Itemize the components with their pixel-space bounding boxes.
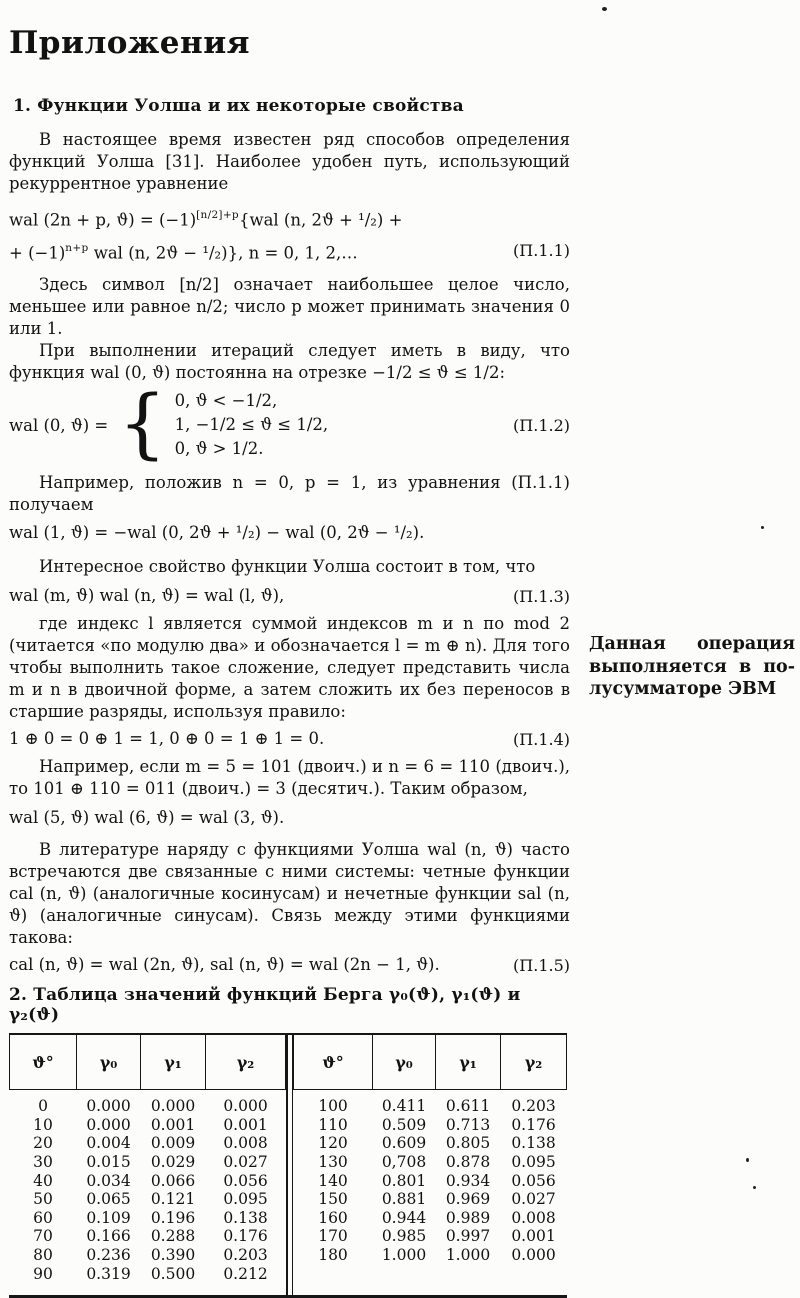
table-cell: 110 bbox=[318, 1115, 348, 1134]
table-cell: 0.969 bbox=[445, 1190, 491, 1209]
table-cell: 0.509 bbox=[381, 1115, 427, 1134]
formula-p15-label: (П.1.5) bbox=[513, 955, 570, 975]
formula-p15 bbox=[9, 951, 570, 979]
table-cell: 60 bbox=[33, 1208, 53, 1227]
table-cell: 0.390 bbox=[150, 1246, 196, 1265]
table-row bbox=[294, 1209, 567, 1228]
formula-p13-body: wal (m, ϑ) wal (n, ϑ) = wal (l, ϑ), bbox=[9, 586, 285, 605]
formula-p14-label: (П.1.4) bbox=[513, 729, 570, 749]
scan-speck bbox=[753, 1186, 756, 1189]
table-cell: 0.713 bbox=[445, 1115, 491, 1134]
formula-p11 bbox=[9, 202, 570, 267]
table-cell: 0.056 bbox=[511, 1171, 556, 1190]
formula-p11-line1: wal (2n + p, $ϑ) = (-1)^{[n/2]+p}\{wal$ (n, 2ϑ + ¹/₂) + bbox=[9, 209, 403, 230]
table-cell: 0.001 bbox=[150, 1115, 196, 1134]
formula-wal5: wal (5, ϑ) wal (6, ϑ) = wal (3, ϑ). bbox=[9, 808, 285, 827]
table-cell: 0.109 bbox=[86, 1208, 131, 1227]
table-cell: 0.166 bbox=[86, 1227, 131, 1246]
table-cell: 0.004 bbox=[86, 1134, 131, 1153]
main-text-column bbox=[9, 0, 570, 1298]
table-cell: 0.138 bbox=[511, 1134, 556, 1153]
table-cell: 1.000 bbox=[381, 1246, 427, 1265]
column-header-gamma2: γ₂ bbox=[501, 1035, 567, 1090]
table-cell: 0.029 bbox=[150, 1153, 196, 1172]
table-cell: 0.009 bbox=[150, 1134, 196, 1153]
table-cell: 0.609 bbox=[381, 1134, 427, 1153]
table-row bbox=[10, 1153, 286, 1172]
table-cell: 0.015 bbox=[86, 1153, 131, 1172]
table-cell: 0.027 bbox=[223, 1153, 268, 1172]
column-header-gamma1: γ₁ bbox=[436, 1035, 501, 1090]
table-cell: 0.027 bbox=[511, 1190, 556, 1209]
table-row bbox=[294, 1246, 567, 1277]
table-cell: 170 bbox=[318, 1227, 348, 1246]
paragraph-example-n0p1: Например, положив n = 0, p = 1, из уравнения (П.1.1) получаем bbox=[9, 473, 570, 514]
table-cell: 70 bbox=[33, 1227, 53, 1246]
table-cell: 140 bbox=[318, 1171, 348, 1190]
table-row bbox=[294, 1116, 567, 1135]
table-row bbox=[10, 1090, 286, 1116]
table-row bbox=[294, 1153, 567, 1172]
table-row bbox=[294, 1190, 567, 1209]
column-header-theta: ϑ° bbox=[10, 1035, 77, 1090]
table-cell: 0.121 bbox=[150, 1190, 196, 1209]
table-cell: 0.066 bbox=[150, 1171, 196, 1190]
table-cell: 0.944 bbox=[381, 1208, 427, 1227]
table-cell: 0.805 bbox=[445, 1134, 491, 1153]
table-row bbox=[10, 1171, 286, 1190]
table-cell: 0.176 bbox=[223, 1227, 268, 1246]
table-cell: 0.985 bbox=[381, 1227, 427, 1246]
table-cell: 40 bbox=[33, 1171, 53, 1190]
table-cell: 0.203 bbox=[223, 1246, 268, 1265]
table-cell: 30 bbox=[33, 1153, 53, 1172]
table-row bbox=[294, 1134, 567, 1153]
table-cell: 0.881 bbox=[381, 1190, 427, 1209]
column-header-theta: ϑ° bbox=[294, 1035, 373, 1090]
table-cell: 0.000 bbox=[86, 1097, 131, 1116]
column-header-gamma1: γ₁ bbox=[141, 1035, 206, 1090]
table-cell: 0.000 bbox=[86, 1115, 131, 1134]
table-cell: 20 bbox=[33, 1134, 53, 1153]
case-line: 0, ϑ < −1/2, bbox=[174, 391, 278, 410]
table-row bbox=[10, 1209, 286, 1228]
table-cell: 0.500 bbox=[150, 1264, 196, 1283]
curly-brace-glyph: { bbox=[118, 378, 167, 467]
table-cell: 0.288 bbox=[150, 1227, 196, 1246]
formula-p14 bbox=[9, 725, 570, 753]
table-cell: 0.001 bbox=[223, 1115, 268, 1134]
table-cell: 100 bbox=[318, 1097, 348, 1116]
section-1-heading: 1. Функции Уолша и их некоторые свойства bbox=[13, 96, 464, 116]
table-cell: 0.934 bbox=[445, 1171, 491, 1190]
table-cell: 1.000 bbox=[445, 1246, 491, 1265]
table-cell: 0.801 bbox=[381, 1171, 427, 1190]
table-cell: 0.319 bbox=[86, 1264, 131, 1283]
table-cell: 0.176 bbox=[511, 1115, 556, 1134]
table-cell: 90 bbox=[33, 1264, 53, 1283]
table-cell: 0.034 bbox=[86, 1171, 131, 1190]
table-cell: 0.008 bbox=[511, 1208, 556, 1227]
table-cell: 0.878 bbox=[445, 1153, 491, 1172]
table-cell: 0.611 bbox=[445, 1097, 491, 1116]
table-cell: 160 bbox=[318, 1208, 348, 1227]
formula-p13-label: (П.1.3) bbox=[513, 586, 570, 606]
table-cell: 0.095 bbox=[223, 1190, 268, 1209]
table-center-double-rule bbox=[286, 1035, 293, 1295]
paragraph-example-m5n6: Например, если m = 5 = 101 (двоич.) и n = 6 = 110 (двоич.), то 101 ⊕ 110 = 011 (двоич.) = 3 (десятич.). Таким образом, bbox=[9, 757, 570, 798]
table-cell: 0.203 bbox=[511, 1097, 556, 1116]
table-cell: 180 bbox=[318, 1246, 348, 1265]
table-cell: 0.000 bbox=[511, 1246, 556, 1265]
table-cell: 0.138 bbox=[223, 1208, 268, 1227]
table-row bbox=[294, 1227, 567, 1246]
table-row bbox=[294, 1171, 567, 1190]
berg-table-left-half bbox=[9, 1035, 286, 1295]
column-header-gamma0: γ₀ bbox=[373, 1035, 436, 1090]
table-row bbox=[10, 1116, 286, 1135]
paragraph-cal-sal: В литературе наряду с функциями Уолша wal (n, ϑ) часто встречаются две связанные с ними системы: четные функции cal (n, ϑ) (аналогичные косинусам) и нечетные функции sal (n, ϑ) (аналогичные синусам). Связь между этими функциями такова: bbox=[9, 840, 570, 947]
table-cell: 0,708 bbox=[381, 1153, 427, 1172]
table-cell: 0.196 bbox=[150, 1208, 196, 1227]
formula-p14-body: 1 ⊕ 0 = 0 ⊕ 1 = 1, 0 ⊕ 0 = 1 ⊕ 1 = 0. bbox=[9, 729, 325, 748]
table-cell: 10 bbox=[33, 1115, 53, 1134]
berg-values-table bbox=[9, 1033, 567, 1298]
formula-p12-cases bbox=[175, 389, 329, 461]
table-cell: 0.008 bbox=[223, 1134, 268, 1153]
paragraph-property: Интересное свойство функции Уолша состоит в том, что bbox=[39, 557, 536, 576]
table-cell: 0.997 bbox=[445, 1227, 491, 1246]
table-cell: 0.001 bbox=[511, 1227, 556, 1246]
table-cell: 0.236 bbox=[86, 1246, 131, 1265]
paragraph-mod2: где индекс l является суммой индексов m и n по mod 2 (читается «по модулю два» и обозначается l = m ⊕ n). Для того чтобы выполнить такое сложение, следует представить числа m и n в двоичной форме, а затем сложить их без переносов в старшие разряды, используя правило: bbox=[9, 614, 570, 721]
table-row bbox=[10, 1227, 286, 1246]
table-cell: 80 bbox=[33, 1246, 53, 1265]
formula-p12-lhs: wal (0, ϑ) = bbox=[9, 415, 109, 435]
table-row bbox=[10, 1134, 286, 1153]
table-cell: 0.065 bbox=[86, 1190, 131, 1209]
formula-p11-label: (П.1.1) bbox=[513, 241, 570, 261]
table-cell: 0.056 bbox=[223, 1171, 268, 1190]
table-cell: 50 bbox=[33, 1190, 53, 1209]
paragraph-intro: В настоящее время известен ряд способов определения функций Уолша [31]. Наиболее удобен путь, использующий рекуррентное уравнение bbox=[9, 130, 570, 193]
scan-speck bbox=[746, 1158, 749, 1162]
page-title: Приложения bbox=[9, 25, 251, 61]
formula-p12-label: (П.1.2) bbox=[513, 415, 570, 435]
paragraph-iterations: При выполнении итераций следует иметь в виду, что функция wal (0, ϑ) постоянна на отрезке −1/2 ≤ ϑ ≤ 1/2: bbox=[9, 341, 570, 382]
table-cell: 0.411 bbox=[381, 1097, 427, 1116]
column-header-gamma2: γ₂ bbox=[206, 1035, 286, 1090]
table-cell: 0.989 bbox=[445, 1208, 491, 1227]
scan-speck bbox=[602, 7, 607, 11]
margin-note-half-adder: Данная операция выполняется в по-лусумматоре ЭВМ bbox=[589, 634, 795, 699]
table-cell: 150 bbox=[318, 1190, 348, 1209]
berg-table-right-half bbox=[293, 1035, 567, 1295]
table-row bbox=[10, 1190, 286, 1209]
formula-p12 bbox=[9, 378, 570, 467]
table-cell: 0.095 bbox=[511, 1153, 556, 1172]
table-row bbox=[10, 1264, 286, 1295]
column-header-gamma0: γ₀ bbox=[77, 1035, 141, 1090]
formula-p11-line2: + $(-1)^{n+p}$ wal (n, 2ϑ − ¹/₂)}, n = 0, 1, 2,… bbox=[9, 241, 358, 262]
formula-wal1: wal (1, ϑ) = −wal (0, 2ϑ + ¹/₂) − wal (0, 2ϑ − ¹/₂). bbox=[9, 523, 425, 542]
paragraph-symbol-n2: Здесь символ [n/2] означает наибольшее целое число, меньшее или равное n/2; число p может принимать значения 0 или 1. bbox=[9, 275, 570, 338]
table-cell: 0.000 bbox=[223, 1097, 268, 1116]
table-row bbox=[10, 1246, 286, 1265]
table-cell: 0.212 bbox=[223, 1264, 268, 1283]
scan-speck bbox=[761, 526, 764, 529]
table-header-row bbox=[10, 1035, 286, 1090]
case-line: 1, −1/2 ≤ ϑ ≤ 1/2, bbox=[174, 415, 329, 434]
table-header-row bbox=[294, 1035, 567, 1090]
table-row bbox=[294, 1090, 567, 1116]
table-cell: 130 bbox=[318, 1153, 348, 1172]
table-cell: 120 bbox=[318, 1134, 348, 1153]
table-cell: 0.000 bbox=[150, 1097, 196, 1116]
formula-p15-body: cal (n, ϑ) = wal (2n, ϑ), sal (n, ϑ) = wal (2n − 1, ϑ). bbox=[9, 955, 440, 974]
section-2-heading: 2. Таблица значений функций Берга γ₀(ϑ), γ₁(ϑ) и γ₂(ϑ) bbox=[9, 985, 521, 1025]
case-line: 0, ϑ > 1/2. bbox=[174, 439, 264, 458]
formula-p13 bbox=[9, 582, 570, 610]
table-cell: 0 bbox=[38, 1097, 48, 1116]
